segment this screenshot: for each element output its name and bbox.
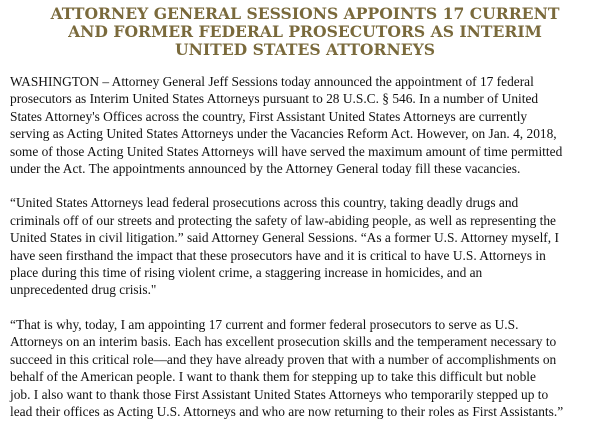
text-line: under the Act. The appointments announced by the Attorney General today fill these vacancies. [10,161,521,177]
text-line: have seen firsthand the impact that these prosecutors have and it is critical to have U.S. Attorneys in [10,247,546,263]
paragraph-quote-1 [10,194,600,298]
text-line: place during this time of rising violent crime, a staggering increase in homicides, and an [10,265,483,281]
text-line: job. I also want to thank those First Assistant United States Attorneys who temporarily stepped up to [10,386,549,402]
article-body [10,73,600,420]
text-line: succeed in this critical role—and they have already proven that with a number of accomplishments on [10,351,557,367]
text-line: prosecutors as Interim United States Attorneys pursuant to 28 U.S.C. § 546. In a number of United [10,91,539,107]
text-line: WASHINGTON – Attorney General Jeff Sessions today announced the appointment of 17 federal [10,74,534,89]
text-line: unprecedented drug crisis." [10,282,157,298]
text-line: lead their offices as Acting U.S. Attorneys and who are now returning to their roles as First Assistants.” [10,403,564,419]
paragraph-quote-2 [10,316,600,420]
text-line: behalf of the American people. I want to thank them for stepping up to take this difficult but noble [10,369,536,385]
text-line: “United States Attorneys lead federal prosecutions across this country, taking deadly drugs and [10,195,519,211]
text-line: some of those Acting United States Attorneys will have served the maximum amount of time permitted [10,143,563,159]
headline-line: AND FORMER FEDERAL PROSECUTORS AS INTERIM [68,22,542,41]
headline-line: ATTORNEY GENERAL SESSIONS APPOINTS 17 CURRENT [50,4,560,23]
text-line: United States in civil litigation.” said Attorney General Sessions. “As a former U.S. Attorney myself, I [10,230,559,246]
paragraph-announcement [10,73,600,177]
text-line: serving as Acting United States Attorneys under the Vacancies Reform Act. However, on Jan. 4, 2018, [10,126,557,142]
text-line: criminals off of our streets and protecting the safety of law-abiding people, as well as representing the [10,212,556,228]
text-line: Attorneys on an interim basis. Each has excellent prosecution skills and the temperament necessary to [10,334,557,350]
headline [10,5,600,59]
text-line: States Attorney's Offices across the country, First Assistant United States Attorneys are currently [10,108,528,124]
text-line: “That is why, today, I am appointing 17 current and former federal prosecutors to serve as U.S. [10,316,519,332]
headline-line: UNITED STATES ATTORNEYS [175,40,435,59]
